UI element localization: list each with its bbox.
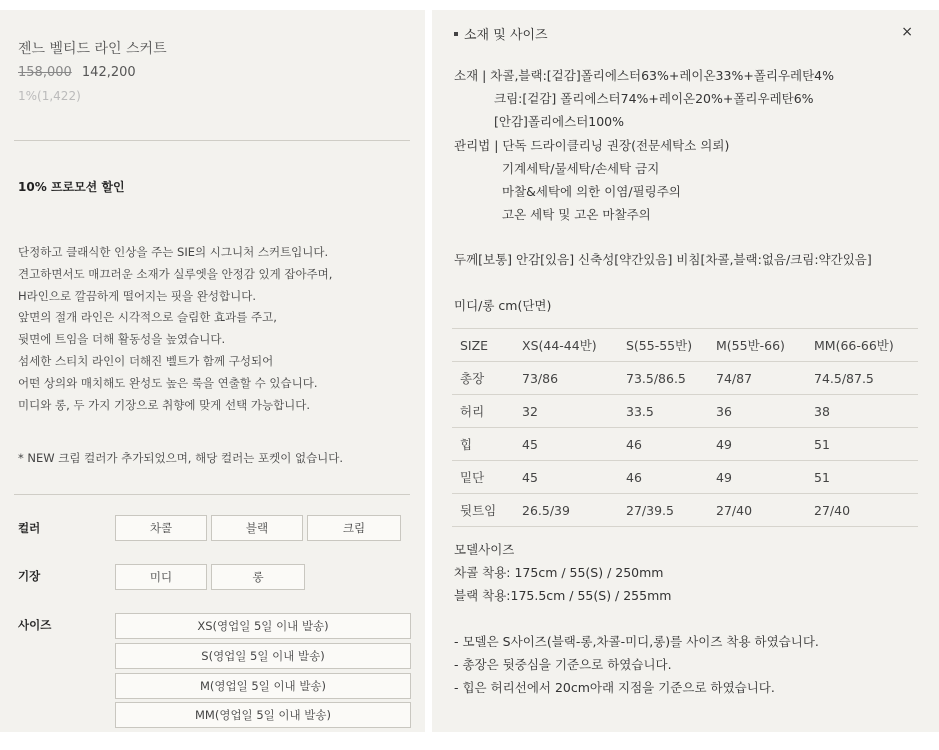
size-option-s[interactable]: S(영업일 5일 이내 발송) — [115, 643, 411, 669]
reward-points: 1%(1,422) — [18, 89, 81, 103]
material-line: [안감]폴리에스터100% — [494, 114, 625, 129]
table-header-cell: SIZE — [452, 329, 514, 362]
product-note: * NEW 크림 컬러가 추가되었으며, 해당 컬러는 포켓이 없습니다. — [18, 451, 344, 465]
fabric-attributes: 두께[보통] 안감[있음] 신축성[약간있음] 비침[차콜,블랙:없음/크림:약간있음] — [454, 252, 872, 267]
panel-header — [454, 24, 548, 43]
table-cell: 45 — [514, 461, 618, 494]
table-row — [452, 395, 918, 428]
table-cell: 49 — [708, 461, 806, 494]
table-cell: 27/40 — [806, 494, 918, 527]
description-line: 앞면의 절개 라인은 시각적으로 슬림한 효과를 주고, — [18, 310, 277, 325]
table-cell: 73/86 — [514, 362, 618, 395]
color-option-cream[interactable]: 크림 — [307, 515, 401, 541]
footnote: - 모델은 S사이즈(블랙-롱,차콜-미디,롱)를 사이즈 착용 하였습니다. — [454, 634, 819, 649]
table-cell: 51 — [806, 461, 918, 494]
footnote: - 힙은 허리선에서 20cm아래 지점을 기준으로 하였습니다. — [454, 680, 775, 695]
care-line: 관리법 | 단독 드라이클리닝 권장(전문세탁소 의뢰) — [454, 138, 730, 153]
model-size-line: 차콜 착용: 175cm / 55(S) / 250mm — [454, 565, 664, 580]
description-line: 견고하면서도 매끄러운 소재가 실루엣을 안정감 있게 잡아주며, — [18, 266, 333, 281]
size-option-mm[interactable]: MM(영업일 5일 이내 발송) — [115, 702, 411, 728]
size-table — [452, 328, 918, 527]
table-cell: 51 — [806, 428, 918, 461]
length-label: 기장 — [18, 569, 41, 583]
description-line: 어떤 상의와 매치해도 완성도 높은 룩을 연출할 수 있습니다. — [18, 375, 318, 390]
table-cell: 허리 — [452, 395, 514, 428]
price-row — [18, 65, 136, 80]
color-label: 컬러 — [18, 521, 41, 535]
table-cell: 36 — [708, 395, 806, 428]
table-cell: 49 — [708, 428, 806, 461]
description-line: 미디와 롱, 두 가지 기장으로 취향에 맞게 선택 가능합니다. — [18, 397, 311, 412]
material-line: 크림:[겉감] 폴리에스터74%+레이온20%+폴리우레탄6% — [494, 91, 814, 106]
promotion-label: 10% 프로모션 할인 — [18, 180, 125, 194]
model-size-line: 블랙 착용:175.5cm / 55(S) / 255mm — [454, 588, 672, 603]
care-line: 고온 세탁 및 고온 마찰주의 — [502, 207, 651, 222]
description-line: 단정하고 클래식한 인상을 주는 SIE의 시그니처 스커트입니다. — [18, 245, 329, 259]
description-line: 섬세한 스티치 라인이 더해진 벨트가 함께 구성되어 — [18, 353, 274, 368]
original-price: 158,000 — [18, 65, 72, 80]
product-description — [18, 242, 332, 416]
table-header-cell: XS(44-44반) — [514, 329, 618, 362]
footnote: - 총장은 뒷중심을 기준으로 하였습니다. — [454, 657, 672, 672]
table-header-cell: M(55반-66) — [708, 329, 806, 362]
table-cell: 74.5/87.5 — [806, 362, 918, 395]
table-cell: 33.5 — [618, 395, 708, 428]
table-cell: 26.5/39 — [514, 494, 618, 527]
panel-title: 소재 및 사이즈 — [464, 28, 548, 43]
table-cell: 45 — [514, 428, 618, 461]
table-cell: 46 — [618, 428, 708, 461]
table-row — [452, 494, 918, 527]
divider — [14, 140, 410, 141]
table-cell: 38 — [806, 395, 918, 428]
table-cell: 뒷트임 — [452, 494, 514, 527]
table-cell: 73.5/86.5 — [618, 362, 708, 395]
sale-price: 142,200 — [81, 65, 136, 80]
divider — [14, 494, 410, 495]
table-cell: 27/39.5 — [618, 494, 708, 527]
care-line: 기계세탁/물세탁/손세탁 금지 — [502, 161, 660, 176]
material-size-panel — [432, 10, 939, 732]
table-cell: 46 — [618, 461, 708, 494]
table-row — [452, 362, 918, 395]
product-info-panel — [0, 10, 425, 732]
color-option-black[interactable]: 블랙 — [211, 515, 303, 541]
size-option-m[interactable]: M(영업일 5일 이내 발송) — [115, 673, 411, 699]
model-size-title: 모델사이즈 — [454, 542, 515, 557]
description-line: 뒷면에 트임을 더해 활동성을 높였습니다. — [18, 332, 226, 347]
table-cell: 74/87 — [708, 362, 806, 395]
table-cell: 밑단 — [452, 461, 514, 494]
description-line: H라인으로 깔끔하게 떨어지는 핏을 완성합니다. — [18, 288, 256, 303]
table-header-cell: S(55-55반) — [618, 329, 708, 362]
bullet-icon — [454, 32, 458, 36]
care-line: 마찰&세탁에 의한 이염/필링주의 — [502, 184, 681, 199]
table-cell: 27/40 — [708, 494, 806, 527]
length-option-long[interactable]: 롱 — [211, 564, 305, 590]
length-option-midi[interactable]: 미디 — [115, 564, 207, 590]
product-title: 젠느 벨티드 라인 스커트 — [18, 41, 167, 57]
table-cell: 32 — [514, 395, 618, 428]
table-row — [452, 428, 918, 461]
close-icon[interactable]: × — [901, 24, 913, 40]
table-header-cell: MM(66-66반) — [806, 329, 918, 362]
table-row — [452, 461, 918, 494]
measure-caption: 미디/롱 cm(단면) — [454, 298, 552, 313]
size-label: 사이즈 — [18, 618, 52, 632]
table-cell: 힙 — [452, 428, 514, 461]
table-cell: 총장 — [452, 362, 514, 395]
color-option-charcoal[interactable]: 차콜 — [115, 515, 207, 541]
table-header-row — [452, 329, 918, 362]
material-line: 소재 | 차콜,블랙:[겉감]폴리에스터63%+레이온33%+폴리우레탄4% — [454, 68, 835, 83]
size-option-xs[interactable]: XS(영업일 5일 이내 발송) — [115, 613, 411, 639]
